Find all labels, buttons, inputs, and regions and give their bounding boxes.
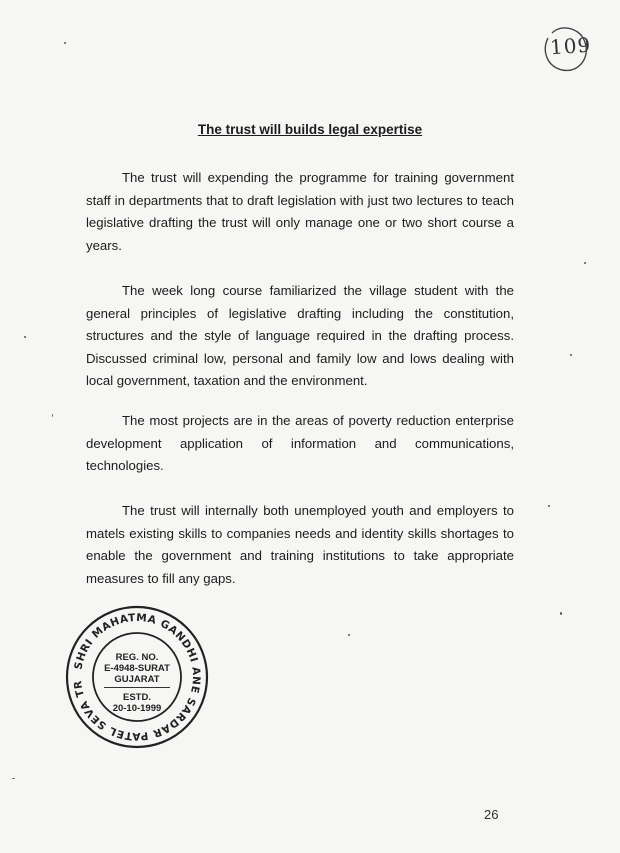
paragraph-3-text: The most projects are in the areas of poverty reduction enterprise development application of information and communications, technologies.	[86, 413, 514, 473]
scan-speck	[24, 336, 26, 338]
paragraph-2	[86, 280, 514, 393]
paragraph-4-text: The trust will internally both unemployed youth and employers to matels existing skills to companies needs and identity skills shortages to enable the government and training institutions to take appropriate measures to fill any gaps.	[86, 503, 514, 586]
scan-speck	[584, 262, 586, 264]
seal-reg-state: GUJARAT	[114, 674, 160, 685]
scan-speck	[12, 778, 15, 779]
scan-speck	[570, 354, 572, 356]
paragraph-1	[86, 167, 514, 257]
page-title: The trust will builds legal expertise	[197, 122, 423, 137]
seal-ring-text: SHRI MAHATMA GANDHI ANE SARDAR PATEL SEVA TR	[71, 611, 203, 743]
scan-speck	[548, 505, 550, 507]
seal-reg-number: E-4948-SURAT	[104, 663, 170, 674]
folio-number-circle	[540, 24, 590, 74]
scan-speck	[348, 634, 350, 636]
seal-estd-label: ESTD.	[123, 692, 151, 703]
page-number: 26	[484, 807, 499, 822]
paragraph-3	[86, 410, 514, 478]
paragraph-1-text: The trust will expending the programme for training government staff in departments that to draft legislation with just two lectures to teach legislative drafting the trust will only manage one or two short course a years.	[86, 170, 514, 253]
scan-speck	[560, 612, 562, 615]
paragraph-4	[86, 500, 514, 590]
seal-estd-date: 20-10-1999	[112, 703, 162, 714]
seal-divider	[104, 687, 170, 688]
scan-speck	[52, 414, 53, 417]
seal-reg-label: REG. NO.	[115, 652, 159, 663]
scan-speck	[64, 42, 66, 44]
folio-number: 109	[549, 32, 592, 60]
trust-seal-stamp	[62, 602, 212, 752]
paragraph-2-text: The week long course familiarized the village student with the general principles of legislative drafting including the constitution, structures and the style of language required in the drafting process. Discussed criminal low, personal and family low and lows dealing with local government, taxation and the environment.	[86, 283, 514, 388]
